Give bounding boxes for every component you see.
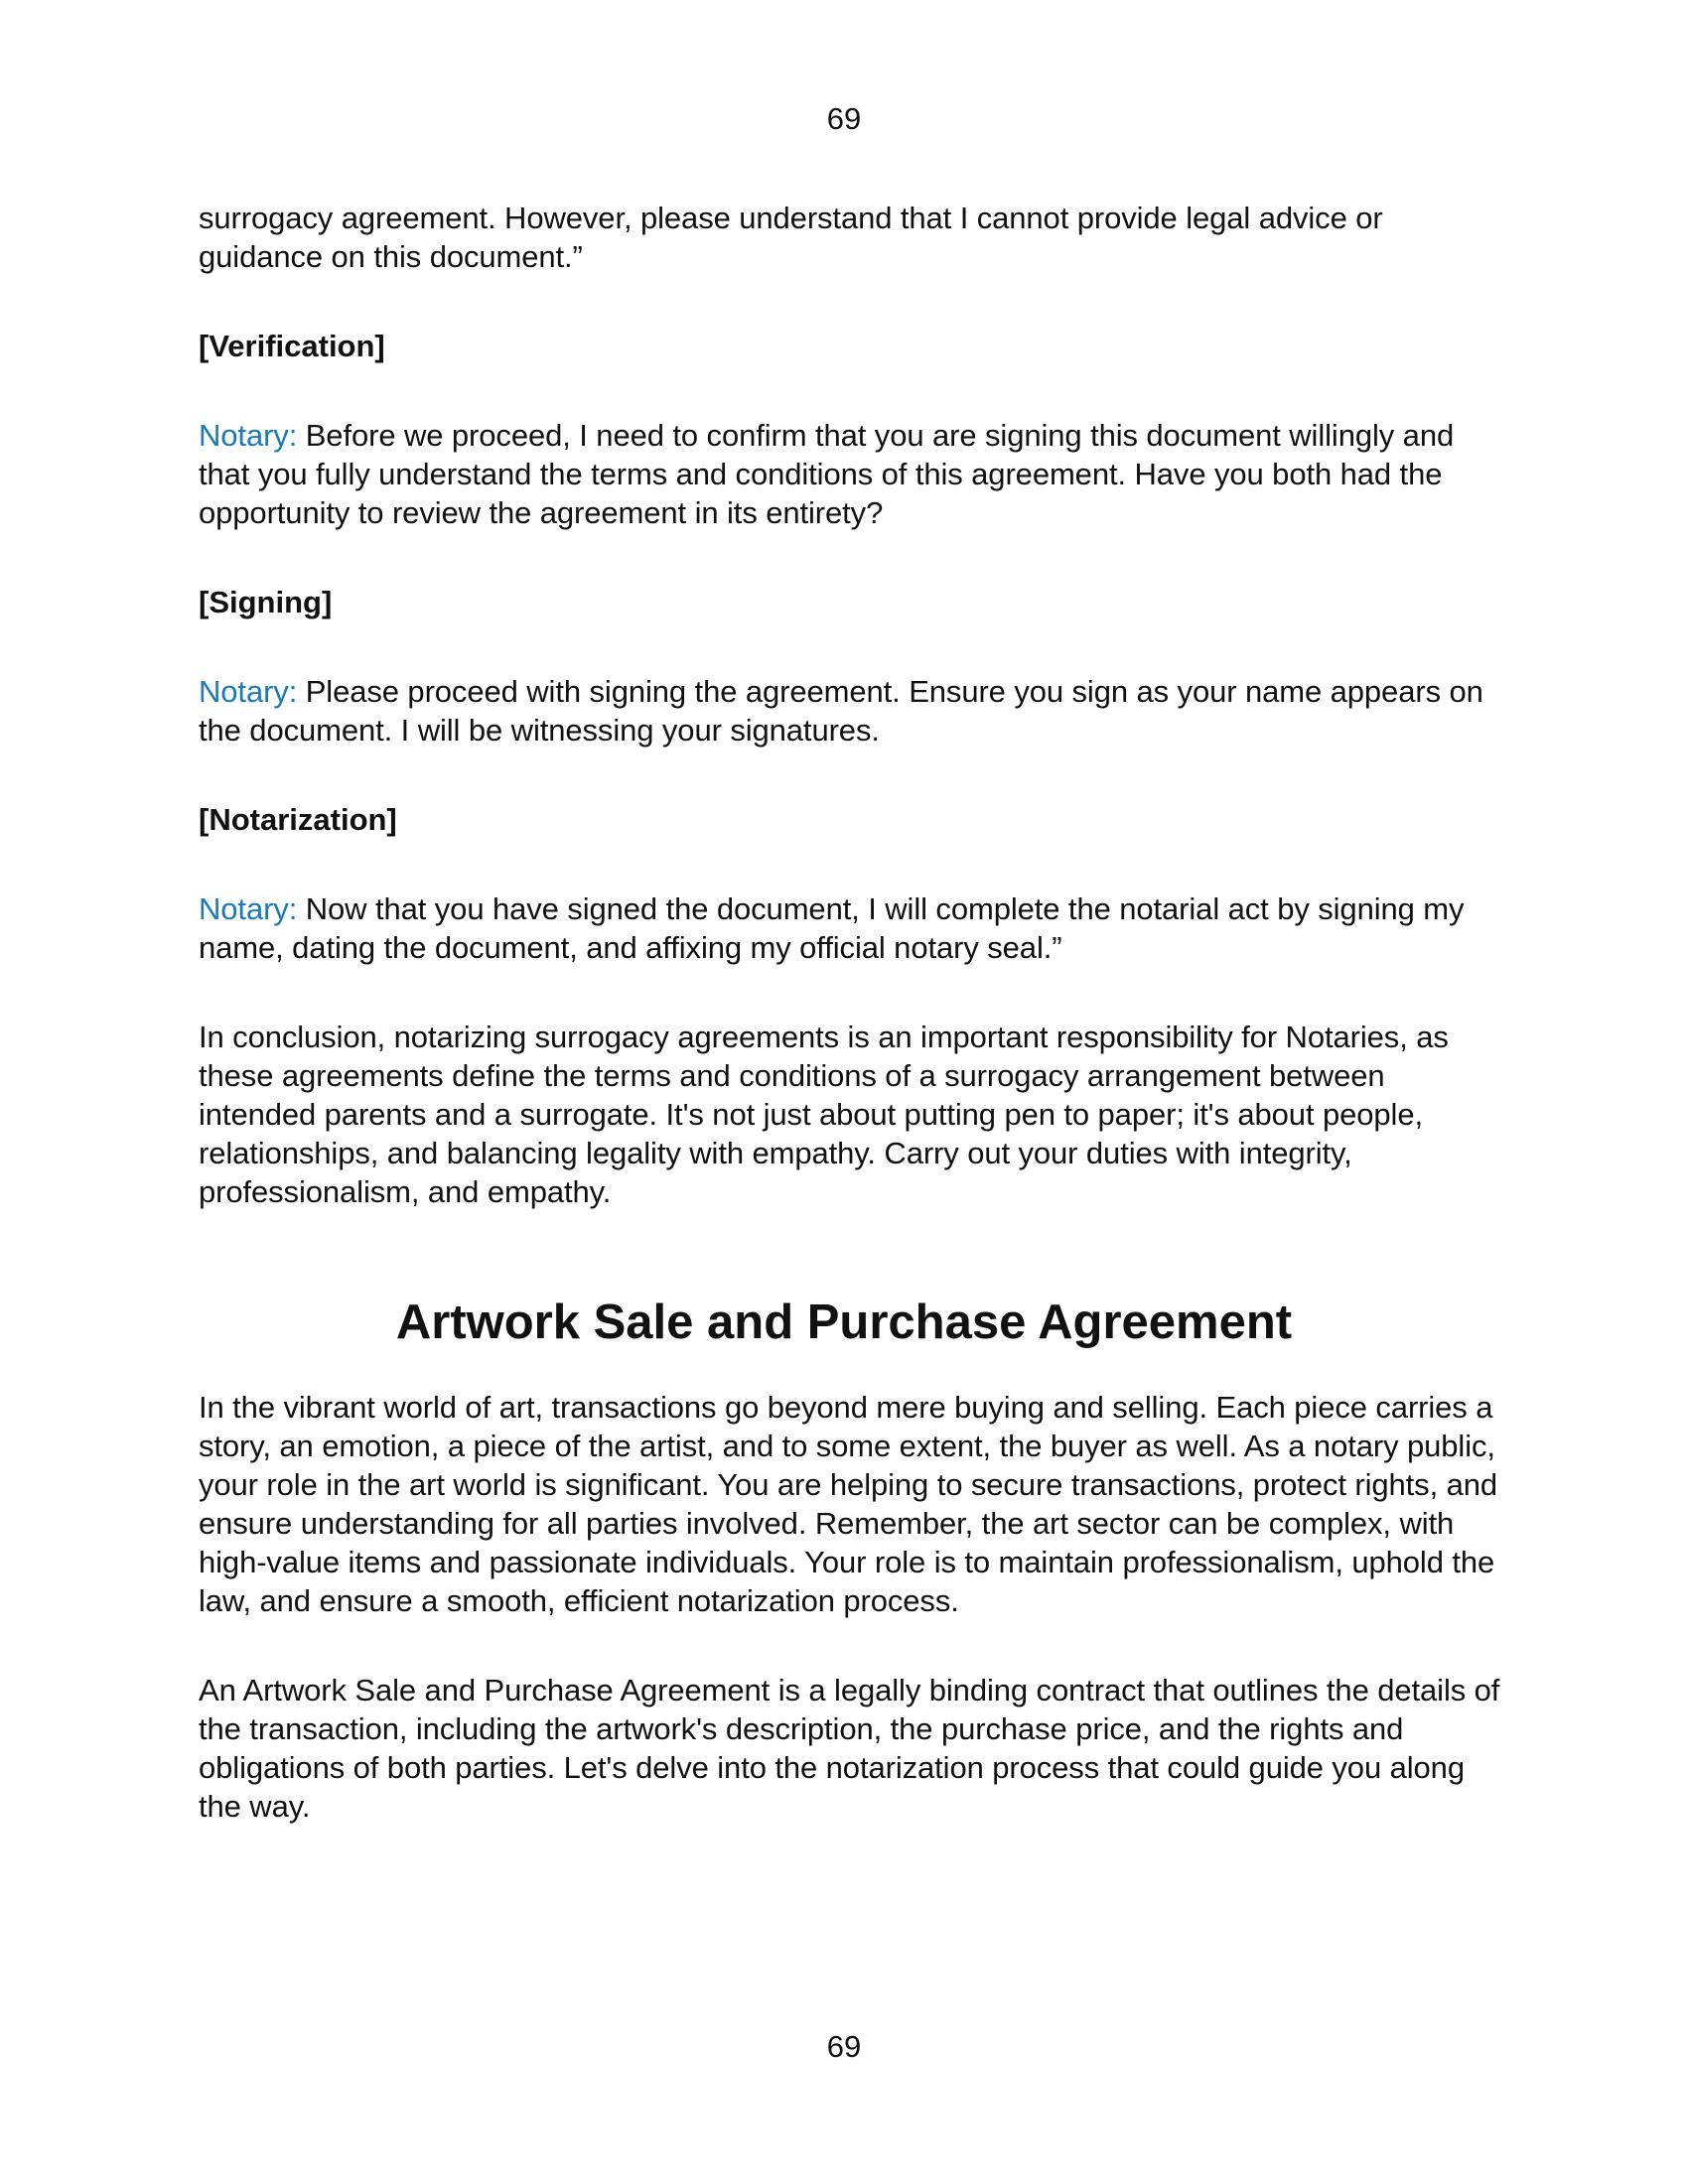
- speaker-label: Notary:: [199, 418, 298, 453]
- section-label-verification: [Verification]: [199, 329, 385, 363]
- page-content: [199, 199, 1509, 1826]
- verification-text: Before we proceed, I need to confirm that you are signing this document willingly and that you fully understand the terms and conditions of this agreement. Have you both had the opportunity to review the agreement in its entirety?: [199, 418, 1455, 530]
- artwork-definition-paragraph: An Artwork Sale and Purchase Agreement is a legally binding contract that outlines the details of the transaction, including the artwork's description, the purchase price, and the rights and obligations of both parties. Let's delve into the notarization process that could guide you along the way.: [199, 1673, 1500, 1824]
- notarization-text: Now that you have signed the document, I will complete the notarial act by signing my name, dating the document, and affixing my official notary seal.”: [199, 891, 1465, 965]
- section-label-signing: [Signing]: [199, 585, 333, 619]
- signing-paragraph: [199, 672, 1509, 750]
- conclusion-paragraph: In conclusion, notarizing surrogacy agreements is an important responsibility for Notaries, as these agreements define the terms and conditions of a surrogacy arrangement between intended parents and a surrogate. It's not just about putting pen to paper; it's about people, relationships, and balancing legality with empathy. Carry out your duties with integrity, professionalism, and empathy.: [199, 1020, 1449, 1209]
- signing-text: Please proceed with signing the agreement. Ensure you sign as your name appears on the document. I will be witnessing your signatures.: [199, 674, 1483, 748]
- speaker-label: Notary:: [199, 891, 298, 926]
- continuation-paragraph: surrogacy agreement. However, please understand that I cannot provide legal advice or guidance on this document.”: [199, 201, 1383, 274]
- verification-paragraph: [199, 416, 1509, 532]
- section-heading: Artwork Sale and Purchase Agreement: [395, 1296, 1293, 1349]
- page-number-top: 69: [826, 101, 862, 136]
- notarization-paragraph: [199, 889, 1509, 967]
- artwork-intro-paragraph: In the vibrant world of art, transactions go beyond mere buying and selling. Each piece carries a story, an emotion, a piece of the artist, and to some extent, the buyer as well. As a notary public, your role in the art world is significant. You are helping to secure transactions, protect rights, and ensure understanding for all parties involved. Remember, the art sector can be complex, with high-value items and passionate individuals. Your role is to maintain professionalism, uphold the law, and ensure a smooth, efficient notarization process.: [199, 1390, 1498, 1618]
- page-number-bottom: 69: [826, 2029, 862, 2064]
- section-label-notarization: [Notarization]: [199, 802, 397, 837]
- speaker-label: Notary:: [199, 674, 298, 709]
